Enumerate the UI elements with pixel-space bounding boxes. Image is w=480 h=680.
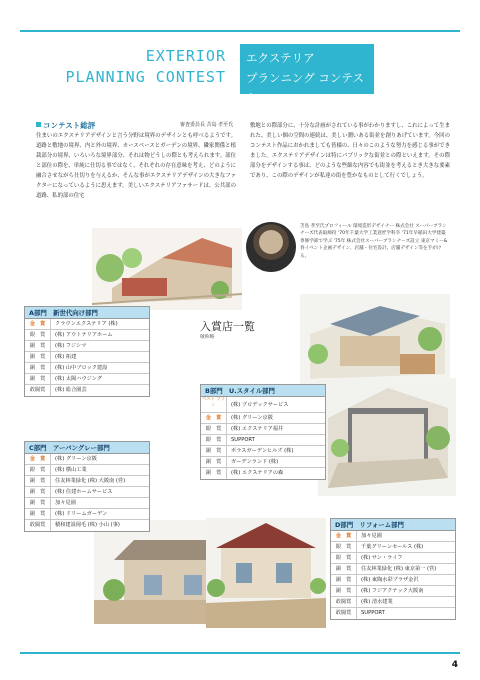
- table-row: [201, 424, 325, 435]
- table-row: [25, 352, 149, 363]
- table-row: [25, 476, 149, 487]
- table-row: [331, 531, 455, 542]
- award-rank: 銅 賞: [25, 374, 51, 384]
- award-box-b: [200, 384, 326, 480]
- title-jp-line-2: プランニング コンテスト: [246, 71, 364, 105]
- award-box-a-head: A部門 新世代向け部門: [25, 307, 149, 319]
- table-row: [25, 330, 149, 341]
- winners-title: 入賞店一覧: [200, 320, 255, 333]
- award-rank: 銀 賞: [331, 553, 357, 563]
- table-row: [25, 509, 149, 520]
- award-rank: 銅 賞: [25, 498, 51, 508]
- table-row: [25, 363, 149, 374]
- award-rank: 銅 賞: [331, 586, 357, 596]
- award-winner: ガーデンランド (株): [231, 459, 279, 465]
- award-rank: 銀 賞: [201, 435, 227, 445]
- table-row: [25, 465, 149, 476]
- honorifics-note: 敬称略: [200, 335, 215, 340]
- award-rank: ベスト プラン: [201, 397, 227, 412]
- award-winner: (株) フジシマ: [55, 343, 87, 349]
- award-winner: (株) サン・ライフ: [361, 555, 403, 561]
- award-rank: 金 賞: [331, 531, 357, 541]
- title-en-line-1: EXTERIOR: [145, 47, 226, 65]
- table-row: [25, 319, 149, 330]
- table-row: [331, 575, 455, 586]
- page-number: 4: [451, 660, 458, 670]
- table-row: [201, 446, 325, 457]
- award-rank: 銀 賞: [201, 424, 227, 434]
- table-row: [331, 586, 455, 597]
- table-row: [201, 397, 325, 413]
- award-rank: 銅 賞: [201, 446, 227, 456]
- judge-portrait: [246, 222, 296, 272]
- table-row: [331, 542, 455, 553]
- award-rank: 銅 賞: [331, 575, 357, 585]
- entry-sketch-e: [206, 518, 326, 628]
- award-rank: 銀 賞: [25, 330, 51, 340]
- award-winner: (株) 横山工業: [55, 467, 87, 473]
- entry-sketch-a: [92, 228, 242, 310]
- award-winner: 住友林業緑化 (株) 東京第一 (営): [361, 566, 437, 572]
- award-box-a: [24, 306, 150, 397]
- award-winner: (株) 東陶水彩プラザ金沢: [361, 577, 419, 583]
- award-winner: (株) プロデックサービス: [231, 402, 289, 408]
- body-text-right: 敷地との際部分に、十分な計画がされている事がわかりますし、これによって生まれた、美しい個の空間の連続は、美しい潤いある街並を創りあげています。今回のコンテスト作品におかれましても皆様の、日々のこのような努力を感じる事ができました。エクステリアデザインは特にパブリックな街並との際といえます。その際部分をデザインする事は、どのような些細な内容でも街並を考えるとき大きな要素であり、この際のデザインが私達の街を豊かなものとして行くでしょう。: [250, 123, 450, 179]
- award-rank: 敢闘賞: [25, 520, 51, 531]
- award-winner: (株) 山中ブロック建設: [55, 365, 108, 371]
- award-winner: SUPPORT: [231, 437, 255, 443]
- table-row: [331, 553, 455, 564]
- square-bullet-icon: [36, 122, 41, 127]
- award-box-d: [330, 518, 456, 620]
- award-winner: 住友林業緑化 (株) 大阪南 (営): [55, 478, 126, 484]
- award-winner: (株) フジアクテック大阪南: [361, 588, 424, 594]
- title-japanese: [240, 44, 374, 105]
- award-winner: ポラスガーデンヒルズ (株): [231, 448, 294, 454]
- award-rank: 銀 賞: [331, 542, 357, 552]
- award-rank: 金 賞: [201, 413, 227, 423]
- body-text-left: 住まいのエクステリアデザインと言う分野は境界のデザインとも呼べるようです。道路と敷地の境界、内と外の境界、カースペースとガーデンの境界、隣家関係と植栽部分の境界、いろいろな境界部分、それは物どうしの際とも考えられます。部位と部位の際を、単純に仕切る事ではなく、それぞれの存在意味を考え、どのように融合させながら仕切りを与えるか、そんな事がエクステリアデザインの大きなファクターになっているように思えます。美しいエクステリアファサードは、公共部の道路、私的部の住宅: [36, 133, 236, 199]
- award-winner: 加々見園: [361, 533, 382, 539]
- award-rank: 敢闘賞: [331, 608, 357, 619]
- table-row: [25, 385, 149, 396]
- table-row: [25, 341, 149, 352]
- award-rank: 銅 賞: [25, 476, 51, 486]
- title-en-line-2: PLANNING CONTEST: [65, 68, 226, 86]
- entry-sketch-b: [300, 294, 450, 386]
- award-rank: 敢闘賞: [25, 385, 51, 396]
- award-winner: (株) アウトテリアホーム: [55, 332, 113, 338]
- award-rank: 金 賞: [25, 454, 51, 464]
- award-winner: 積和建設岡毛 (株) 小山 (事): [55, 522, 120, 528]
- table-row: [25, 520, 149, 531]
- award-rank: 銅 賞: [201, 457, 227, 467]
- table-row: [25, 487, 149, 498]
- title-english: [34, 46, 226, 88]
- table-row: [331, 608, 455, 619]
- entry-sketch-c: [318, 378, 456, 496]
- judge-profile: 苫島 孝至氏プロフィール 環境造形デザイナー 株式会社 スーパーブランナーズ代表取締役 '70年千葉大学工業意匠学科卒 '71年早稲田大学建築専修学部で学ぶ '75年 株式会社スーパーブランナーズ設立 東京マミー&春イベント企画デザイン、店舗・住宅設計、店舗デザイン等を手がける。: [300, 224, 448, 259]
- table-row: [201, 413, 325, 424]
- table-row: [201, 457, 325, 468]
- award-box-c: [24, 441, 150, 532]
- table-row: [201, 435, 325, 446]
- table-row: [331, 597, 455, 608]
- table-row: [331, 564, 455, 575]
- award-winner: SUPPORT: [361, 610, 385, 616]
- award-rank: 銅 賞: [25, 487, 51, 497]
- award-rank: 銅 賞: [25, 341, 51, 351]
- award-winner: 加々見園: [55, 500, 76, 506]
- award-winner: (株) 総合園芸: [55, 387, 87, 393]
- award-box-c-head: C部門 アーバングレー部門: [25, 442, 149, 454]
- award-box-d-head: D部門 リフォーム部門: [331, 519, 455, 531]
- award-rank: 銅 賞: [201, 468, 227, 479]
- award-winner: (株) 太陽ハウジング: [55, 376, 102, 382]
- title-jp-line-1: エクステリア: [246, 51, 315, 65]
- byline: 審査委員長 苫島 孝至氏: [180, 122, 234, 128]
- table-row: [25, 498, 149, 509]
- table-row: [25, 454, 149, 465]
- award-winner: 千葉グリーンセールス (株): [361, 544, 424, 550]
- award-winner: (株) エクステリアの森: [231, 470, 284, 476]
- award-winner: (株) グリーン京阪: [231, 415, 273, 421]
- section-heading-text: コンテスト総評: [43, 121, 96, 130]
- award-rank: 銅 賞: [331, 564, 357, 574]
- table-row: [201, 468, 325, 479]
- award-rank: 銀 賞: [25, 465, 51, 475]
- section-heading: [36, 120, 95, 131]
- award-winner: (株) グリーン京阪: [55, 456, 97, 462]
- award-winner: (株) 住建ホームサービス: [55, 489, 113, 495]
- award-rank: 銅 賞: [25, 509, 51, 519]
- award-rank: 銅 賞: [25, 363, 51, 373]
- table-row: [25, 374, 149, 385]
- top-rule: [20, 30, 460, 32]
- award-winner: (株) 拓建: [55, 354, 77, 360]
- award-winner: (株) ドリームガーデン: [55, 511, 108, 517]
- award-box-b-head: B部門 U.スタイル部門: [201, 385, 325, 397]
- award-rank: 金 賞: [25, 319, 51, 329]
- bottom-rule: [20, 652, 460, 654]
- award-winner: (株) 清水建業: [361, 599, 393, 605]
- award-winner: クラウンエクステリア (株): [55, 321, 118, 327]
- award-winner: (株) エクステリア福井: [231, 426, 284, 432]
- award-rank: 敢闘賞: [331, 597, 357, 607]
- award-rank: 銅 賞: [25, 352, 51, 362]
